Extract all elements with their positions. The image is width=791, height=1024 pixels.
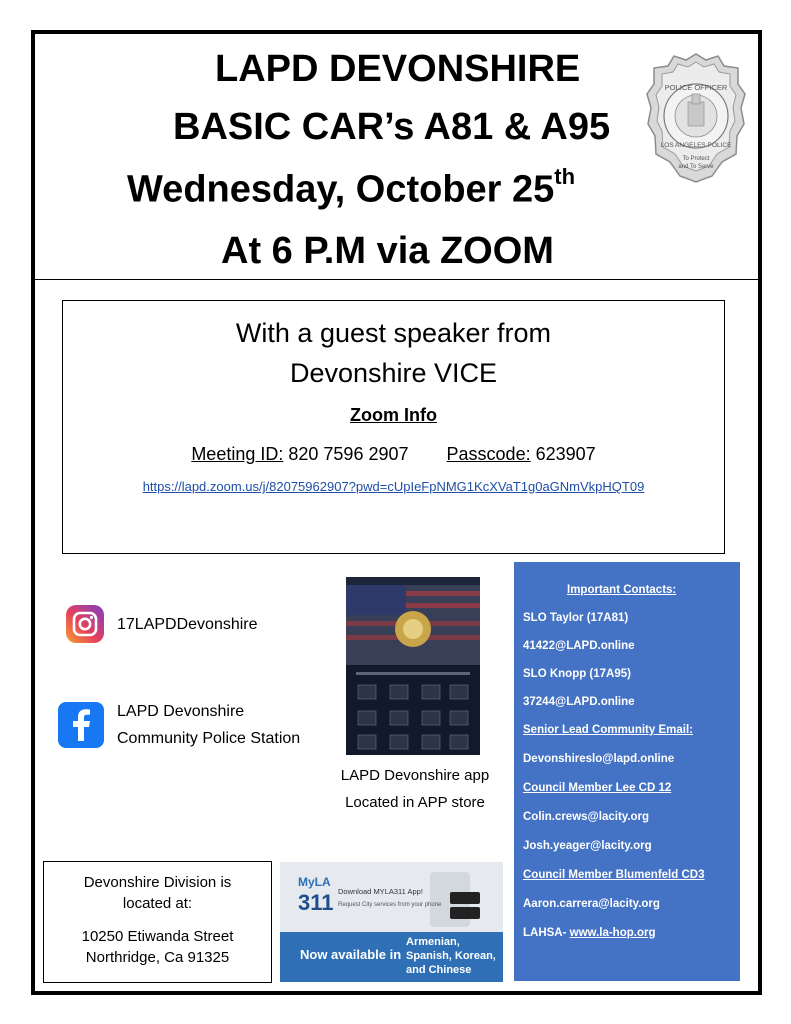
badge-top-text: POLICE OFFICER [664,83,728,92]
myla311-graphic [280,862,503,932]
instagram-handle: 17LAPDDevonshire [117,615,258,633]
council2-label: Council Member Blumenfeld CD3 [523,869,705,881]
slo1-name: SLO Taylor (17A81) [523,612,629,624]
header-basic-cars: BASIC CAR’s A81 & A95 [173,106,611,148]
meeting-details [63,444,724,465]
address-line-1: Devonshire Division is [83,874,232,891]
slo2-name: SLO Knopp (17A95) [523,668,631,680]
zoom-info-title: Zoom Info [350,405,437,425]
facebook-line-1: LAPD Devonshire [117,703,245,720]
myla-available: Now available in [300,947,402,962]
slo2-email[interactable]: 37244@LAPD.online [523,696,635,708]
myla311-banner[interactable] [280,862,503,982]
address-intro [44,872,271,914]
flyer-frame [31,30,762,995]
guest-line-1: With a guest speaker from [235,318,552,348]
myla-request: Request City services from your phone [338,902,442,908]
passcode-label: Passcode: [446,444,531,464]
address-street [44,926,271,968]
header-time: At 6 P.M via ZOOM [221,230,554,272]
myla311-languages [280,932,503,982]
myla-brand-top: MyLA [298,875,331,889]
passcode-value: 623907 [535,444,596,464]
app-screenshot [346,577,480,755]
app-caption-line-2: Located in APP store [345,794,485,811]
council1-email-1[interactable]: Colin.crews@lacity.org [523,811,650,823]
lahsa-row [523,927,655,939]
app-preview-image [346,577,480,755]
facebook-row[interactable] [57,698,300,752]
lahsa-label: LAHSA- [523,927,567,939]
facebook-line-2: Community Police Station [117,730,301,747]
zoom-link[interactable]: https://lapd.zoom.us/j/82075962907?pwd=cUpIeFpNMG1KcXVaT1g0aGNmVkpHQT09 [142,479,645,494]
guest-line-2: Devonshire VICE [289,358,498,388]
address-line-4: Northridge, Ca 91325 [85,949,230,966]
badge-bottom-text: LOS ANGELES POLICE [660,142,732,149]
header-date: Wednesday, October 25th [127,164,576,211]
myla-langs [406,935,496,977]
facebook-icon [57,701,105,749]
facebook-page-name [117,698,300,752]
slo1-email[interactable]: 41422@LAPD.online [523,640,635,652]
badge-motto-1: To Protect [682,156,710,162]
myla-langs-3: and Chinese [406,964,472,976]
flyer-header [35,34,758,280]
guest-speaker [63,313,724,393]
senior-lead-email[interactable]: Devonshireslo@lapd.online [523,753,675,765]
myla-download: Download MYLA311 App! [338,887,423,896]
instagram-row[interactable] [65,604,258,644]
meeting-id-label: Meeting ID: [191,444,284,464]
meeting-id-value: 820 7596 2907 [288,444,409,464]
senior-lead-label: Senior Lead Community Email: [523,724,693,736]
myla311-top [280,862,503,932]
badge-motto-2: and To Serve [678,164,714,170]
address-line-2: located at: [122,895,193,912]
address-box [43,861,272,983]
council2-email[interactable]: Aaron.carrera@lacity.org [523,898,660,910]
myla-langs-1: Armenian, [406,936,460,948]
important-contacts-panel [514,562,740,981]
contacts-title: Important Contacts: [567,584,677,596]
date-ordinal: th [554,164,576,189]
app-caption [325,762,505,816]
lahsa-link[interactable]: www.la-hop.org [569,927,656,939]
address-line-3: 10250 Etiwanda Street [81,928,234,945]
council1-label: Council Member Lee CD 12 [523,782,672,794]
police-badge-icon [644,50,748,188]
instagram-icon [65,604,105,644]
myla-langs-2: Spanish, Korean, [406,950,496,962]
zoom-info-box [62,300,725,554]
header-title: LAPD DEVONSHIRE [215,48,581,90]
app-caption-line-1: LAPD Devonshire app [340,767,490,784]
myla-brand-num: 311 [298,890,334,915]
council1-email-2[interactable]: Josh.yeager@lacity.org [523,840,652,852]
